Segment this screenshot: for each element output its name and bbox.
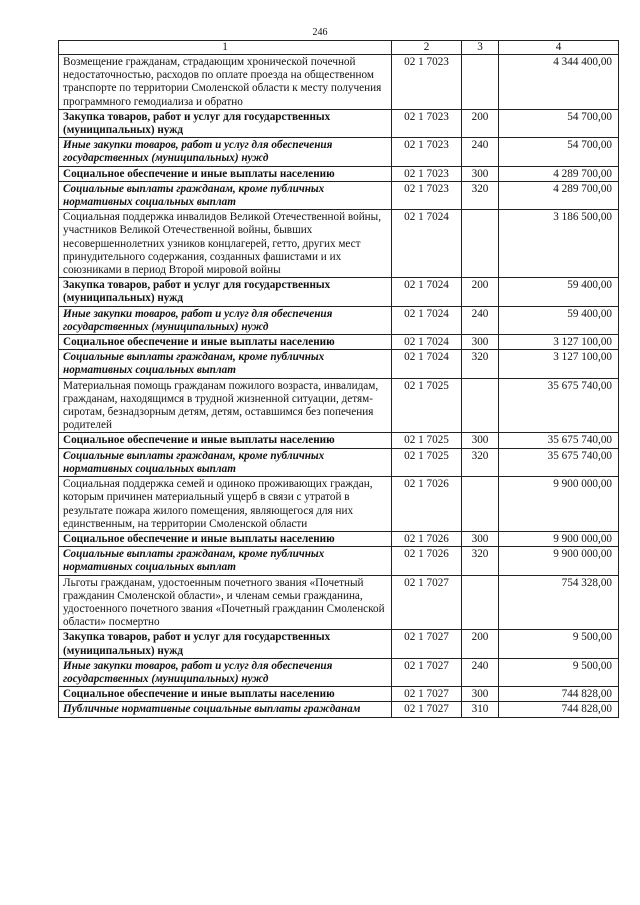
row-sum: 35 675 740,00 (499, 433, 619, 448)
header-col-3: 3 (462, 41, 499, 55)
page-number: 246 (312, 27, 328, 38)
row-name: Социальное обеспечение и иные выплаты населению (59, 166, 392, 181)
row-code: 02 1 7023 (392, 181, 462, 209)
row-type (462, 477, 499, 532)
row-sum: 754 328,00 (499, 575, 619, 630)
row-type: 240 (462, 658, 499, 686)
table-row (59, 687, 619, 702)
row-name: Социальные выплаты гражданам, кроме публичных нормативных социальных выплат (59, 448, 392, 476)
table-row (59, 658, 619, 686)
header-col-2: 2 (392, 41, 462, 55)
row-code: 02 1 7027 (392, 687, 462, 702)
table-row (59, 306, 619, 334)
row-code: 02 1 7023 (392, 138, 462, 166)
row-code: 02 1 7023 (392, 109, 462, 137)
table-row (59, 547, 619, 575)
row-name: Закупка товаров, работ и услуг для государственных (муниципальных) нужд (59, 109, 392, 137)
row-name: Возмещение гражданам, страдающим хронической почечной недостаточностью, расходов по оплате проезда на общественном транспорте по территории Смоленской области к месту получения программного гемодиализа и обратно (59, 55, 392, 110)
row-code: 02 1 7027 (392, 630, 462, 658)
row-sum: 744 828,00 (499, 687, 619, 702)
row-code: 02 1 7026 (392, 477, 462, 532)
row-type (462, 210, 499, 278)
row-name: Социальная поддержка инвалидов Великой Отечественной войны, участников Великой Отечественной войны, бывших несовершеннолетних узников концлагерей, гетто, других мест принудительного содержания, созданных фашистами и их союзниками в период Второй мировой войны (59, 210, 392, 278)
row-type: 300 (462, 433, 499, 448)
row-code: 02 1 7026 (392, 531, 462, 546)
row-type: 200 (462, 630, 499, 658)
row-code: 02 1 7027 (392, 658, 462, 686)
table-row (59, 378, 619, 433)
row-sum: 9 500,00 (499, 630, 619, 658)
row-code: 02 1 7024 (392, 350, 462, 378)
row-code: 02 1 7025 (392, 378, 462, 433)
row-sum: 3 186 500,00 (499, 210, 619, 278)
row-code: 02 1 7025 (392, 433, 462, 448)
row-sum: 9 900 000,00 (499, 547, 619, 575)
row-type (462, 378, 499, 433)
row-type: 320 (462, 547, 499, 575)
budget-table-container (58, 40, 618, 718)
row-name: Льготы гражданам, удостоенным почетного звания «Почетный гражданин Смоленской области», и членам семьи гражданина, удостоенного почетного звания «Почетный гражданин Смоленской области» посмертно (59, 575, 392, 630)
row-name: Социальное обеспечение и иные выплаты населению (59, 335, 392, 350)
table-row (59, 335, 619, 350)
row-name: Социальная поддержка семей и одиноко проживающих граждан, которым причинен материальный ущерб в связи с утратой в результате пожара жилого помещения, являющегося для них единственным, на территории Смоленской области (59, 477, 392, 532)
row-code: 02 1 7027 (392, 702, 462, 717)
table-row (59, 350, 619, 378)
row-code: 02 1 7024 (392, 278, 462, 306)
row-code: 02 1 7024 (392, 335, 462, 350)
table-body (59, 55, 619, 718)
row-name: Закупка товаров, работ и услуг для государственных (муниципальных) нужд (59, 278, 392, 306)
row-sum: 3 127 100,00 (499, 350, 619, 378)
row-name: Иные закупки товаров, работ и услуг для обеспечения государственных (муниципальных) нужд (59, 138, 392, 166)
row-type: 320 (462, 350, 499, 378)
row-sum: 35 675 740,00 (499, 378, 619, 433)
row-code: 02 1 7026 (392, 547, 462, 575)
row-code: 02 1 7023 (392, 55, 462, 110)
header-col-4: 4 (499, 41, 619, 55)
table-row (59, 477, 619, 532)
table-row (59, 702, 619, 717)
row-name: Социальные выплаты гражданам, кроме публичных нормативных социальных выплат (59, 350, 392, 378)
row-name: Публичные нормативные социальные выплаты гражданам (59, 702, 392, 717)
row-type: 240 (462, 306, 499, 334)
header-col-1: 1 (59, 41, 392, 55)
row-type (462, 575, 499, 630)
row-name: Материальная помощь гражданам пожилого возраста, инвалидам, гражданам, находящимся в трудной жизненной ситуации, детям-сиротам, безнадзорным детям, детям, оставшимся без попечения родителей (59, 378, 392, 433)
row-sum: 59 400,00 (499, 306, 619, 334)
row-sum: 4 289 700,00 (499, 166, 619, 181)
row-type: 240 (462, 138, 499, 166)
table-row (59, 210, 619, 278)
budget-table (58, 40, 619, 718)
row-type: 310 (462, 702, 499, 717)
row-sum: 9 500,00 (499, 658, 619, 686)
row-sum: 4 289 700,00 (499, 181, 619, 209)
row-name: Социальные выплаты гражданам, кроме публичных нормативных социальных выплат (59, 181, 392, 209)
row-code: 02 1 7024 (392, 306, 462, 334)
row-code: 02 1 7024 (392, 210, 462, 278)
row-name: Социальные выплаты гражданам, кроме публичных нормативных социальных выплат (59, 547, 392, 575)
table-row (59, 181, 619, 209)
row-type: 320 (462, 181, 499, 209)
table-row (59, 448, 619, 476)
table-row (59, 531, 619, 546)
row-sum: 744 828,00 (499, 702, 619, 717)
table-row (59, 278, 619, 306)
row-type: 300 (462, 531, 499, 546)
row-type: 300 (462, 687, 499, 702)
row-type: 320 (462, 448, 499, 476)
row-name: Иные закупки товаров, работ и услуг для обеспечения государственных (муниципальных) нужд (59, 306, 392, 334)
row-sum: 59 400,00 (499, 278, 619, 306)
row-type: 300 (462, 335, 499, 350)
table-row (59, 138, 619, 166)
row-type: 200 (462, 109, 499, 137)
row-name: Иные закупки товаров, работ и услуг для обеспечения государственных (муниципальных) нужд (59, 658, 392, 686)
row-code: 02 1 7023 (392, 166, 462, 181)
table-row (59, 630, 619, 658)
row-sum: 9 900 000,00 (499, 531, 619, 546)
row-sum: 3 127 100,00 (499, 335, 619, 350)
table-row (59, 575, 619, 630)
table-row (59, 55, 619, 110)
row-sum: 4 344 400,00 (499, 55, 619, 110)
row-sum: 54 700,00 (499, 109, 619, 137)
row-type: 200 (462, 278, 499, 306)
row-name: Социальное обеспечение и иные выплаты населению (59, 433, 392, 448)
row-sum: 54 700,00 (499, 138, 619, 166)
row-type: 300 (462, 166, 499, 181)
row-type (462, 55, 499, 110)
row-name: Социальное обеспечение и иные выплаты населению (59, 531, 392, 546)
row-code: 02 1 7027 (392, 575, 462, 630)
table-row (59, 109, 619, 137)
row-name: Социальное обеспечение и иные выплаты населению (59, 687, 392, 702)
header-row (59, 41, 619, 55)
table-row (59, 433, 619, 448)
table-row (59, 166, 619, 181)
row-sum: 35 675 740,00 (499, 448, 619, 476)
row-sum: 9 900 000,00 (499, 477, 619, 532)
row-name: Закупка товаров, работ и услуг для государственных (муниципальных) нужд (59, 630, 392, 658)
row-code: 02 1 7025 (392, 448, 462, 476)
